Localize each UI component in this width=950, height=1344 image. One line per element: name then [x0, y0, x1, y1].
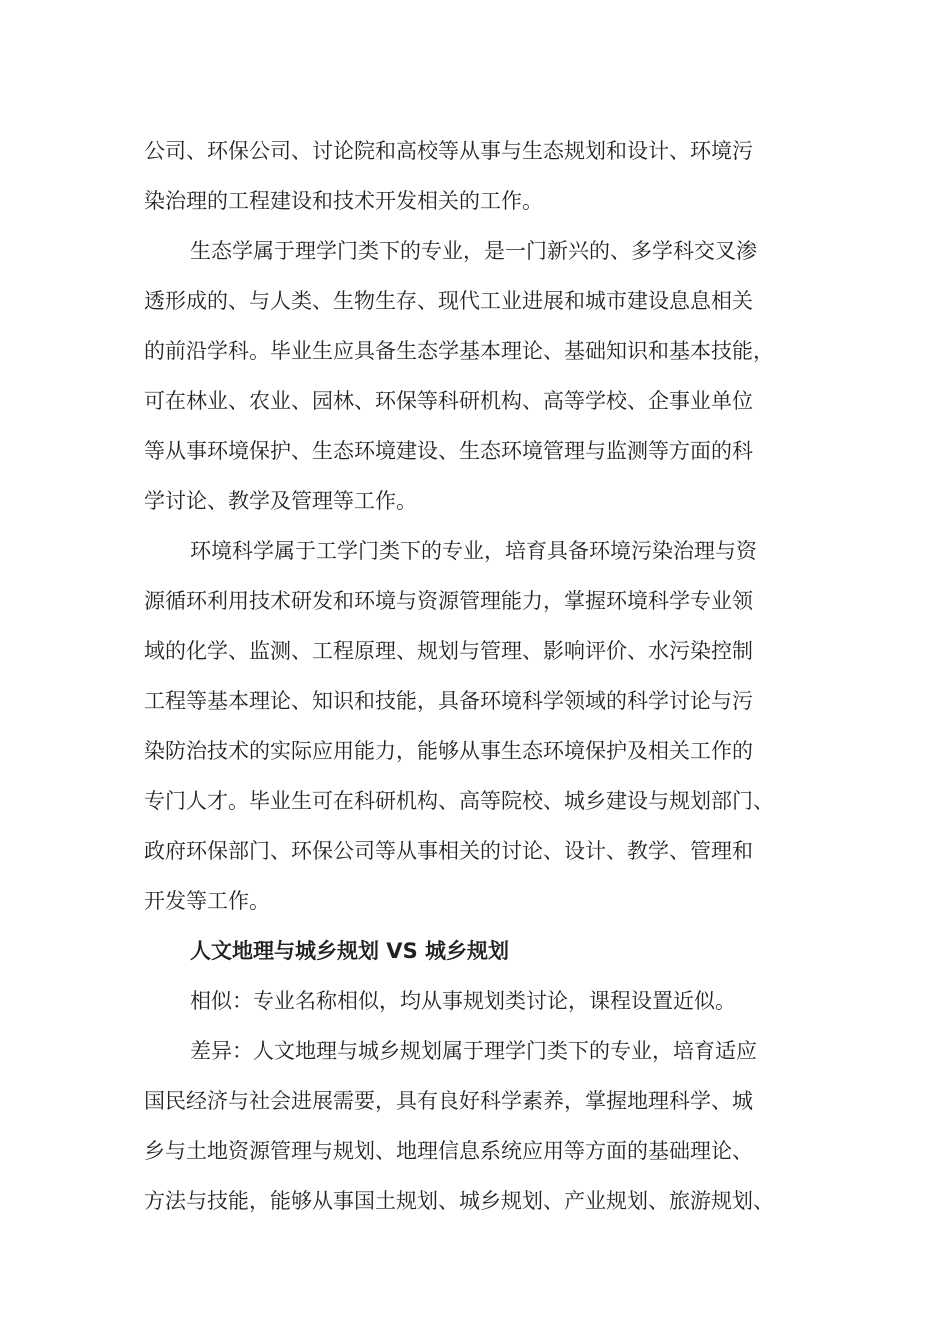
text-line: 的前沿学科。毕业生应具备生态学基本理论、基础知识和基本技能， [144, 339, 774, 363]
text-line: 政府环保部门、环保公司等从事相关的讨论、设计、教学、管理和 [144, 839, 753, 863]
text-line: 透形成的、与人类、生物生存、现代工业进展和城市建设息息相关 [144, 289, 753, 313]
text-line: 方法与技能，能够从事国土规划、城乡规划、产业规划、旅游规划、 [144, 1189, 774, 1213]
text-line: 乡与土地资源管理与规划、地理信息系统应用等方面的基础理论、 [144, 1139, 753, 1163]
paragraph-similarity [144, 976, 824, 1026]
text-line: 生态学属于理学门类下的专业，是一门新兴的、多学科交叉渗 [190, 239, 757, 263]
text-line: 差异：人文地理与城乡规划属于理学门类下的专业，培育适应 [190, 1039, 757, 1063]
text-line: 环境科学属于工学门类下的专业，培育具备环境污染治理与资 [190, 539, 757, 563]
paragraph-difference [144, 1026, 824, 1226]
paragraph-2 [144, 226, 824, 526]
text-line: 国民经济与社会进展需要，具有良好科学素养，掌握地理科学、城 [144, 1089, 753, 1113]
heading-text: 人文地理与城乡规划 VS 城乡规划 [190, 939, 509, 963]
text-line: 开发等工作。 [144, 889, 270, 913]
section-heading [144, 926, 824, 976]
text-line: 域的化学、监测、工程原理、规划与管理、影响评价、水污染控制 [144, 639, 753, 663]
paragraph-1 [144, 126, 824, 226]
text-line: 染治理的工程建设和技术开发相关的工作。 [144, 189, 543, 213]
text-line: 等从事环境保护、生态环境建设、生态环境管理与监测等方面的科 [144, 439, 753, 463]
text-line: 相似：专业名称相似，均从事规划类讨论，课程设置近似。 [190, 989, 736, 1013]
text-line: 学讨论、教学及管理等工作。 [144, 489, 417, 513]
text-line: 公司、环保公司、讨论院和高校等从事与生态规划和设计、环境污 [144, 139, 753, 163]
text-line: 专门人才。毕业生可在科研机构、高等院校、城乡建设与规划部门、 [144, 789, 774, 813]
paragraph-3 [144, 526, 824, 926]
document-body [144, 126, 824, 1226]
text-line: 可在林业、农业、园林、环保等科研机构、高等学校、企事业单位 [144, 389, 753, 413]
text-line: 工程等基本理论、知识和技能，具备环境科学领域的科学讨论与污 [144, 689, 753, 713]
text-line: 源循环利用技术研发和环境与资源管理能力，掌握环境科学专业领 [144, 589, 753, 613]
text-line: 染防治技术的实际应用能力，能够从事生态环境保护及相关工作的 [144, 739, 753, 763]
